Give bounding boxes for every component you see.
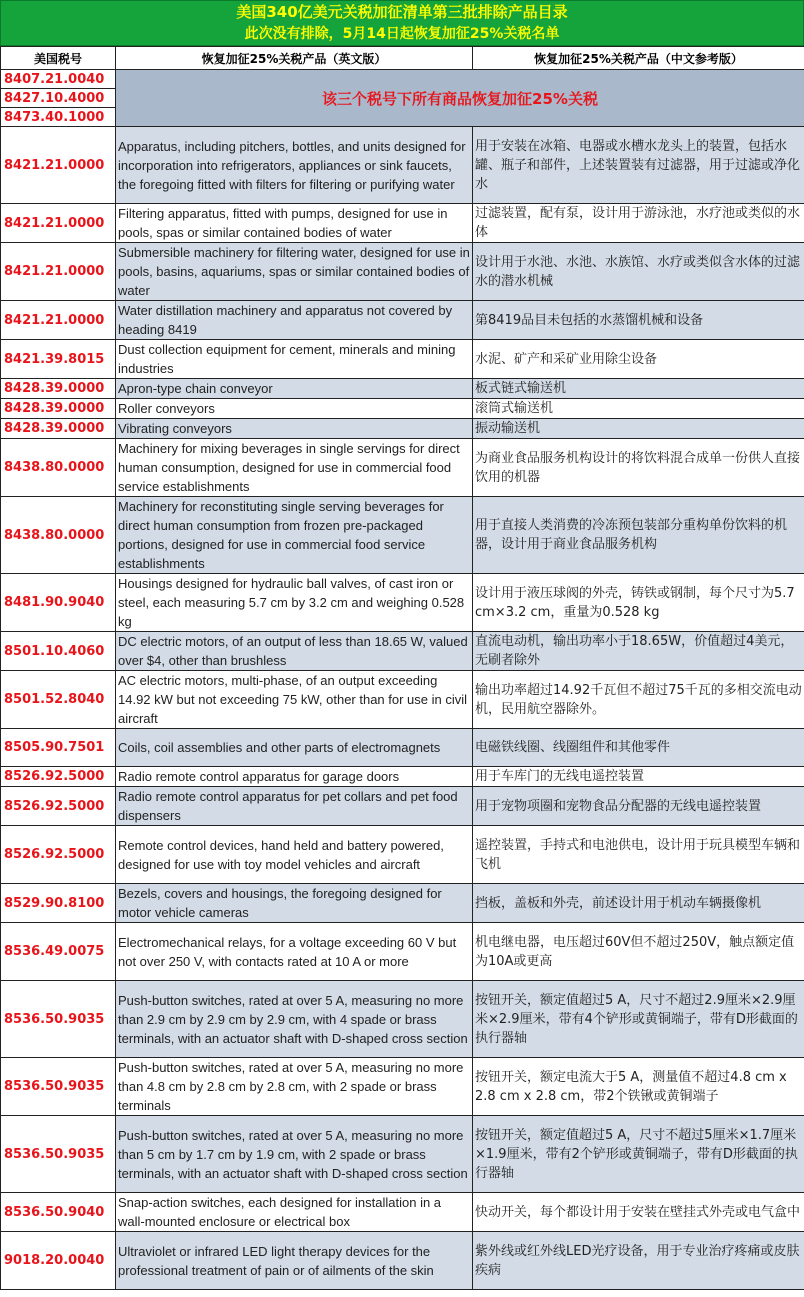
cn-cell: 用于直接人类消费的冷冻预包装部分重构单份饮料的机器，设计用于商业食品服务机构 xyxy=(473,497,804,574)
code-cell: 8428.39.0000 xyxy=(1,379,116,399)
code-cell: 8501.52.8040 xyxy=(1,671,116,729)
cn-cell: 按钮开关，额定值超过5 A，尺寸不超过5厘米×1.7厘米×1.9厘米，带有2个铲形或黄铜端子，带有D形截面的执行器轴 xyxy=(473,1116,804,1193)
en-cell: Electromechanical relays, for a voltage exceeding 60 V but not over 250 V, with contacts rated at 10 A or more xyxy=(116,923,473,981)
table-row xyxy=(1,301,804,340)
cn-cell: 设计用于水池、水池、水族馆、水疗或类似含水体的过滤水的潜水机械 xyxy=(473,243,804,301)
table-row xyxy=(1,729,804,767)
cn-cell: 水泥、矿产和采矿业用除尘设备 xyxy=(473,340,804,379)
en-cell: Roller conveyors xyxy=(116,399,473,419)
code-cell: 8438.80.0000 xyxy=(1,439,116,497)
cn-cell: 用于车库门的无线电遥控装置 xyxy=(473,767,804,787)
en-cell: Radio remote control apparatus for pet collars and pet food dispensers xyxy=(116,787,473,826)
cn-cell: 按钮开关，额定值超过5 A，尺寸不超过2.9厘米×2.9厘米×2.9厘米，带有4个铲形或黄铜端子，带有D形截面的执行器轴 xyxy=(473,981,804,1058)
en-cell: Radio remote control apparatus for garage doors xyxy=(116,767,473,787)
code-cell: 8481.90.9040 xyxy=(1,574,116,632)
merged-code: 8473.40.1000 xyxy=(1,108,116,127)
table-row xyxy=(1,419,804,439)
table-row xyxy=(1,127,804,204)
page-subtitle: 此次没有排除，5月14日起恢复加征25%关税名单 xyxy=(244,26,560,42)
table-row xyxy=(1,379,804,399)
code-cell: 8421.21.0000 xyxy=(1,243,116,301)
cn-cell: 输出功率超过14.92千瓦但不超过75千瓦的多相交流电动机，民用航空器除外。 xyxy=(473,671,804,729)
cn-cell: 振动输送机 xyxy=(473,419,804,439)
en-cell: Housings designed for hydraulic ball valves, of cast iron or steel, each measuring 5.7 cm by 3.2 cm and weighing 0.528 kg xyxy=(116,574,473,632)
header-en: 恢复加征25%关税产品（英文版） xyxy=(116,47,473,70)
cn-cell: 用于安装在冰箱、电器或水槽水龙头上的装置，包括水罐、瓶子和部件，上述装置装有过滤器，用于过滤或净化水 xyxy=(473,127,804,204)
code-cell: 8529.90.8100 xyxy=(1,884,116,923)
header-cn: 恢复加征25%关税产品（中文参考版） xyxy=(473,47,804,70)
cn-cell: 设计用于液压球阀的外壳，铸铁或钢制，每个尺寸为5.7 cm×3.2 cm，重量为0.528 kg xyxy=(473,574,804,632)
cn-cell: 快动开关，每个都设计用于安装在壁挂式外壳或电气盒中 xyxy=(473,1193,804,1232)
table-row xyxy=(1,787,804,826)
table-body xyxy=(1,70,804,1290)
cn-cell: 为商业食品服务机构设计的将饮料混合成单一份供人直接饮用的机器 xyxy=(473,439,804,497)
table-row xyxy=(1,826,804,884)
code-cell: 8536.49.0075 xyxy=(1,923,116,981)
cn-cell: 滚筒式输送机 xyxy=(473,399,804,419)
code-cell: 8501.10.4060 xyxy=(1,632,116,671)
table-row xyxy=(1,1193,804,1232)
code-cell: 8421.39.8015 xyxy=(1,340,116,379)
table-row xyxy=(1,497,804,574)
table-row xyxy=(1,243,804,301)
en-cell: Submersible machinery for filtering water, designed for use in pools, basins, aquariums, spas or similar contained bodies of water xyxy=(116,243,473,301)
en-cell: Apron-type chain conveyor xyxy=(116,379,473,399)
en-cell: Water distillation machinery and apparatus not covered by heading 8419 xyxy=(116,301,473,340)
en-cell: Dust collection equipment for cement, minerals and mining industries xyxy=(116,340,473,379)
table-row xyxy=(1,981,804,1058)
code-cell: 8536.50.9040 xyxy=(1,1193,116,1232)
code-cell: 8526.92.5000 xyxy=(1,826,116,884)
cn-cell: 机电继电器，电压超过60V但不超过250V，触点额定值为10A或更高 xyxy=(473,923,804,981)
table-row xyxy=(1,204,804,243)
table-row xyxy=(1,574,804,632)
en-cell: Vibrating conveyors xyxy=(116,419,473,439)
table-row xyxy=(1,439,804,497)
cn-cell: 紫外线或红外线LED光疗设备，用于专业治疗疼痛或皮肤疾病 xyxy=(473,1232,804,1290)
en-cell: Coils, coil assemblies and other parts of electromagnets xyxy=(116,729,473,767)
cn-cell: 板式链式输送机 xyxy=(473,379,804,399)
cn-cell: 直流电动机，输出功率小于18.65W，价值超过4美元，无刷者除外 xyxy=(473,632,804,671)
cn-cell: 挡板，盖板和外壳，前述设计用于机动车辆摄像机 xyxy=(473,884,804,923)
code-cell: 8536.50.9035 xyxy=(1,981,116,1058)
table-row xyxy=(1,1116,804,1193)
en-cell: AC electric motors, multi-phase, of an output exceeding 14.92 kW but not exceeding 75 kW, other than for use in civil aircraft xyxy=(116,671,473,729)
code-cell: 8505.90.7501 xyxy=(1,729,116,767)
code-cell: 8536.50.9035 xyxy=(1,1116,116,1193)
code-cell: 8438.80.0000 xyxy=(1,497,116,574)
code-cell: 8536.50.9035 xyxy=(1,1058,116,1116)
table-header-row xyxy=(1,47,804,70)
table-row xyxy=(1,340,804,379)
cn-cell: 遥控装置，手持式和电池供电，设计用于玩具模型车辆和飞机 xyxy=(473,826,804,884)
cn-cell: 按钮开关，额定电流大于5 A，测量值不超过4.8 cm x 2.8 cm x 2.8 cm，带2个铁锹或黄铜端子 xyxy=(473,1058,804,1116)
code-cell: 9018.20.0040 xyxy=(1,1232,116,1290)
en-cell: Push-button switches, rated at over 5 A, measuring no more than 5 cm by 1.7 cm by 1.9 cm, with 2 spade or brass terminals, with an actuator shaft with D-shaped cross section xyxy=(116,1116,473,1193)
table-row xyxy=(1,884,804,923)
table-row xyxy=(1,671,804,729)
code-cell: 8428.39.0000 xyxy=(1,399,116,419)
en-cell: Snap-action switches, each designed for installation in a wall-mounted enclosure or electrical box xyxy=(116,1193,473,1232)
page-title: 美国340亿美元关税加征清单第三批排除产品目录 xyxy=(236,3,568,21)
merged-code: 8427.10.4000 xyxy=(1,89,116,108)
en-cell: Ultraviolet or infrared LED light therapy devices for the professional treatment of pain or of ailments of the skin xyxy=(116,1232,473,1290)
cn-cell: 过滤装置，配有泵，设计用于游泳池，水疗池或类似的水体 xyxy=(473,204,804,243)
table-row xyxy=(1,632,804,671)
merged-row xyxy=(1,70,804,89)
code-cell: 8526.92.5000 xyxy=(1,787,116,826)
en-cell: Push-button switches, rated at over 5 A, measuring no more than 2.9 cm by 2.9 cm by 2.9 cm, with 4 spade or brass terminals, with an actuator shaft with D-shaped cross section xyxy=(116,981,473,1058)
en-cell: DC electric motors, of an output of less than 18.65 W, valued over $4, other than brushless xyxy=(116,632,473,671)
en-cell: Machinery for reconstituting single serving beverages for direct human consumption from frozen pre-packaged portions, designed for use in commercial food service establishments xyxy=(116,497,473,574)
header-code: 美国税号 xyxy=(1,47,116,70)
en-cell: Push-button switches, rated at over 5 A, measuring no more than 4.8 cm by 2.8 cm by 2.8 cm, with 2 spade or brass terminals xyxy=(116,1058,473,1116)
merged-code: 8407.21.0040 xyxy=(1,70,116,89)
table-row xyxy=(1,399,804,419)
code-cell: 8526.92.5000 xyxy=(1,767,116,787)
code-cell: 8421.21.0000 xyxy=(1,127,116,204)
en-cell: Apparatus, including pitchers, bottles, and units designed for incorporation into refrigerators, appliances or sink faucets, the foregoing fitted with filters for filtering or purifying water xyxy=(116,127,473,204)
tariff-table xyxy=(0,46,804,1290)
cn-cell: 用于宠物项圈和宠物食品分配器的无线电遥控装置 xyxy=(473,787,804,826)
en-cell: Filtering apparatus, fitted with pumps, designed for use in pools, spas or similar contained bodies of water xyxy=(116,204,473,243)
table-row xyxy=(1,923,804,981)
title-banner xyxy=(0,0,804,46)
code-cell: 8421.21.0000 xyxy=(1,301,116,340)
code-cell: 8421.21.0000 xyxy=(1,204,116,243)
table-row xyxy=(1,767,804,787)
en-cell: Machinery for mixing beverages in single servings for direct human consumption, designed for use in commercial food service establishments xyxy=(116,439,473,497)
merged-note: 该三个税号下所有商品恢复加征25%关税 xyxy=(116,70,804,127)
table-row xyxy=(1,1232,804,1290)
cn-cell: 电磁铁线圈、线圈组件和其他零件 xyxy=(473,729,804,767)
cn-cell: 第8419品目未包括的水蒸馏机械和设备 xyxy=(473,301,804,340)
table-row xyxy=(1,1058,804,1116)
en-cell: Bezels, covers and housings, the foregoing designed for motor vehicle cameras xyxy=(116,884,473,923)
en-cell: Remote control devices, hand held and battery powered, designed for use with toy model vehicles and aircraft xyxy=(116,826,473,884)
code-cell: 8428.39.0000 xyxy=(1,419,116,439)
